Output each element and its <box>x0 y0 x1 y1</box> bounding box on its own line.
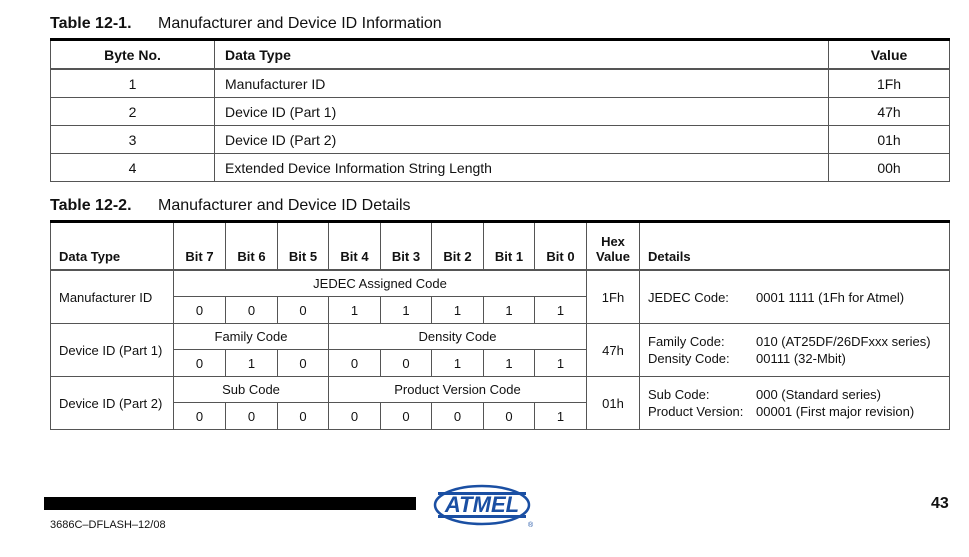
table1-title: Manufacturer and Device ID Information <box>158 15 442 32</box>
bit-cell: 0 <box>278 350 329 377</box>
data-type-cell: Device ID (Part 2) <box>51 377 174 430</box>
bit-cell: 0 <box>329 350 381 377</box>
detail-key: Density Code: <box>648 351 730 366</box>
bit-cell: 0 <box>226 297 278 324</box>
detail-line <box>648 350 949 367</box>
bit-cell: 1 <box>226 350 278 377</box>
header-value: Value <box>829 40 950 70</box>
header-bit-2: Bit 2 <box>432 222 484 271</box>
hex-value-cell: 1Fh <box>587 270 640 324</box>
bit-cell: 0 <box>484 403 535 430</box>
group-label-product-version: Product Version Code <box>329 377 587 403</box>
group-label-density: Density Code <box>329 324 587 350</box>
header-bit-4: Bit 4 <box>329 222 381 271</box>
value-cell: 47h <box>829 98 950 126</box>
header-data-type: Data Type <box>215 40 829 70</box>
group-label-sub-code: Sub Code <box>174 377 329 403</box>
detail-value: 00001 (First major revision) <box>756 404 915 419</box>
footer-rule <box>44 497 416 510</box>
bit-cell: 1 <box>484 297 535 324</box>
header-hex-line1: Hex <box>601 234 625 249</box>
detail-line <box>648 289 949 306</box>
bit-cell: 0 <box>432 403 484 430</box>
table-row <box>51 126 950 154</box>
data-type-cell: Manufacturer ID <box>51 270 174 324</box>
table-row <box>51 154 950 182</box>
header-bit-5: Bit 5 <box>278 222 329 271</box>
type-cell: Device ID (Part 2) <box>215 126 829 154</box>
bit-cell: 0 <box>174 403 226 430</box>
detail-line <box>648 386 949 403</box>
detail-value: 0001 1111 (1Fh for Atmel) <box>756 289 905 305</box>
header-details: Details <box>640 222 950 271</box>
table2-header-row <box>51 222 950 271</box>
table1-caption <box>50 15 442 33</box>
header-bit-0: Bit 0 <box>535 222 587 271</box>
bit-cell: 0 <box>329 403 381 430</box>
bit-cell: 1 <box>535 297 587 324</box>
table1-number: Table 12-1. <box>50 15 132 32</box>
bit-cell: 0 <box>381 350 432 377</box>
manufacturer-device-id-table <box>50 38 950 182</box>
table2-title: Manufacturer and Device ID Details <box>158 197 411 214</box>
detail-line <box>648 403 949 420</box>
byte-cell: 3 <box>51 126 215 154</box>
bit-cell: 1 <box>381 297 432 324</box>
byte-cell: 2 <box>51 98 215 126</box>
value-cell: 00h <box>829 154 950 182</box>
header-bit-1: Bit 1 <box>484 222 535 271</box>
bit-cell: 0 <box>174 297 226 324</box>
details-cell <box>640 377 950 430</box>
table2-number: Table 12-2. <box>50 197 132 214</box>
type-cell: Manufacturer ID <box>215 69 829 98</box>
header-data-type: Data Type <box>51 222 174 271</box>
table-row <box>51 324 950 350</box>
bit-cell: 1 <box>329 297 381 324</box>
bit-cell: 0 <box>174 350 226 377</box>
logo-text: ATMEL <box>444 492 520 517</box>
details-cell <box>640 324 950 377</box>
atmel-logo <box>432 482 532 528</box>
value-cell: 01h <box>829 126 950 154</box>
header-bit-7: Bit 7 <box>174 222 226 271</box>
detail-key: JEDEC Code: <box>648 289 729 305</box>
bit-cell: 0 <box>278 403 329 430</box>
header-bit-6: Bit 6 <box>226 222 278 271</box>
table2-caption <box>50 197 411 215</box>
bit-cell: 0 <box>278 297 329 324</box>
manufacturer-device-id-details-table <box>50 220 950 430</box>
header-hex-line2: Value <box>596 249 630 264</box>
hex-value-cell: 47h <box>587 324 640 377</box>
details-cell <box>640 270 950 324</box>
detail-line <box>648 333 949 350</box>
table-row <box>51 98 950 126</box>
type-cell: Device ID (Part 1) <box>215 98 829 126</box>
bit-cell: 0 <box>226 403 278 430</box>
table-row <box>51 270 950 297</box>
detail-key: Product Version: <box>648 404 744 419</box>
detail-key: Sub Code: <box>648 387 710 402</box>
table-row <box>51 69 950 98</box>
table1-header-row <box>51 40 950 70</box>
detail-key: Family Code: <box>648 334 725 349</box>
svg-text:®: ® <box>528 522 534 529</box>
bit-cell: 1 <box>484 350 535 377</box>
table-row <box>51 377 950 403</box>
header-byte-no: Byte No. <box>51 40 215 70</box>
group-label-jedec: JEDEC Assigned Code <box>174 270 587 297</box>
bit-cell: 1 <box>432 297 484 324</box>
detail-value: 010 (AT25DF/26DFxxx series) <box>756 334 931 349</box>
hex-value-cell: 01h <box>587 377 640 430</box>
data-type-cell: Device ID (Part 1) <box>51 324 174 377</box>
detail-value: 00111 (32-Mbit) <box>756 351 846 366</box>
document-code: 3686C–DFLASH–12/08 <box>50 519 166 531</box>
detail-value: 000 (Standard series) <box>756 387 882 402</box>
bit-cell: 1 <box>535 350 587 377</box>
byte-cell: 4 <box>51 154 215 182</box>
type-cell: Extended Device Information String Length <box>215 154 829 182</box>
bit-cell: 1 <box>432 350 484 377</box>
page-number: 43 <box>931 495 949 512</box>
header-hex-value <box>587 222 640 271</box>
header-bit-3: Bit 3 <box>381 222 432 271</box>
byte-cell: 1 <box>51 69 215 98</box>
group-label-family: Family Code <box>174 324 329 350</box>
bit-cell: 1 <box>535 403 587 430</box>
bit-cell: 0 <box>381 403 432 430</box>
value-cell: 1Fh <box>829 69 950 98</box>
